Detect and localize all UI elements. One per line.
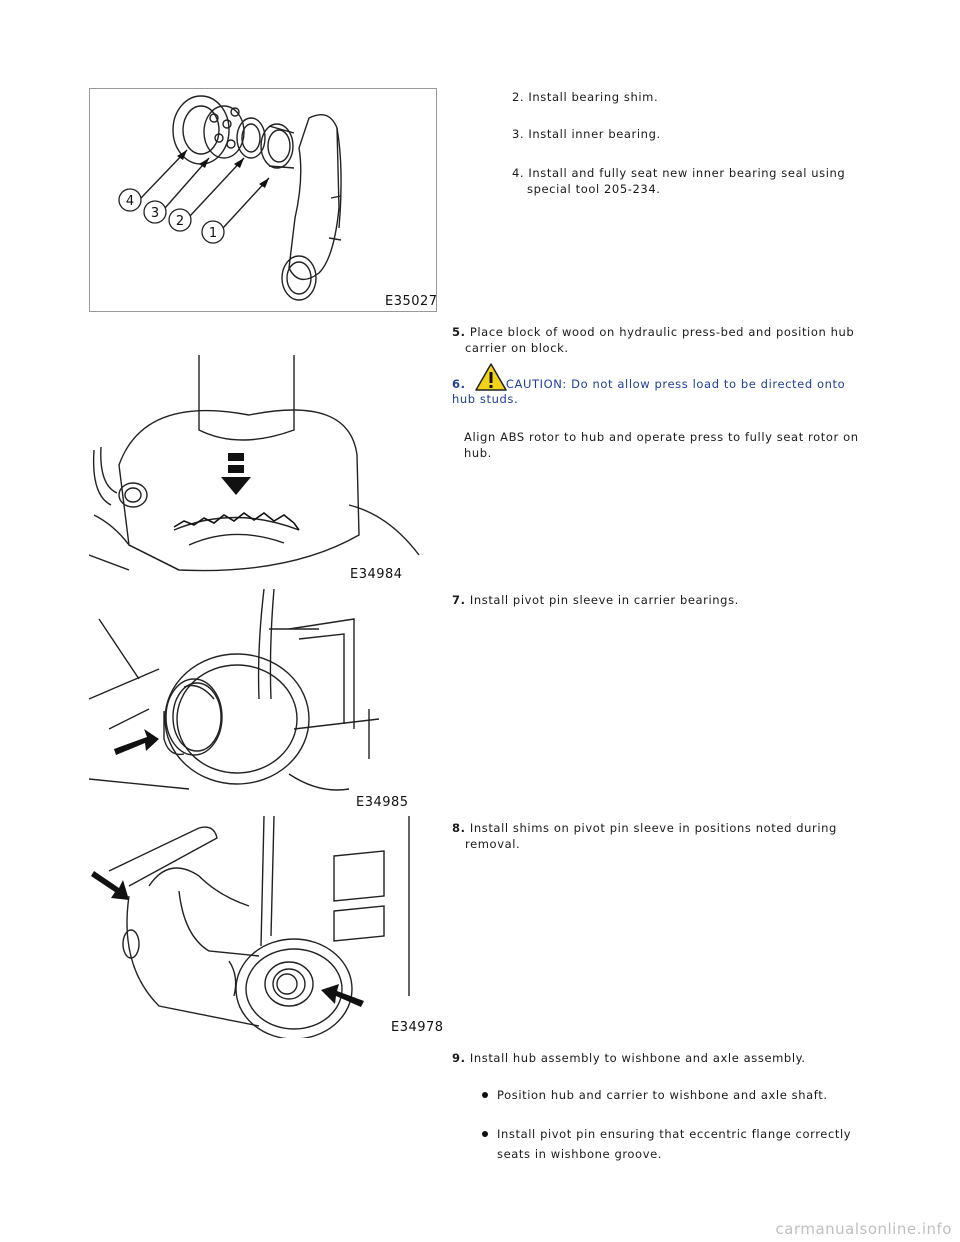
figure-code: E34984 (350, 567, 403, 582)
step-text: Install pivot pin sleeve in carrier bearings. (469, 593, 739, 607)
press-illustration (89, 355, 439, 585)
step-number: 8. (452, 821, 466, 835)
step-number: 7. (452, 593, 466, 607)
figure-e34984 (89, 355, 439, 585)
step-text: Install hub assembly to wishbone and axle assembly. (469, 1051, 806, 1065)
step-5-line2: carrier on block. (465, 341, 569, 355)
step-number: 5. (452, 325, 466, 339)
step-8-line1 (452, 820, 837, 836)
watermark[interactable]: carmanualsonline.info (775, 1220, 952, 1238)
bullet-item-2-line2: seats in wishbone groove. (497, 1147, 663, 1161)
pivot-sleeve-illustration (89, 589, 439, 811)
callout-2: 2 (175, 214, 185, 229)
step-7 (452, 592, 739, 608)
step-9 (452, 1050, 806, 1066)
step-text: Install shims on pivot pin sleeve in positions noted during (469, 821, 837, 835)
step-6-caution (452, 376, 845, 392)
step-2: 2. Install bearing shim. (512, 90, 659, 104)
shims-illustration (89, 816, 439, 1038)
step-4-line2: special tool 205-234. (527, 182, 661, 196)
caution-text-line2: hub studs. (452, 392, 519, 406)
step-8-line2: removal. (465, 837, 521, 851)
caution-text: CAUTION: Do not allow press load to be directed onto (505, 377, 846, 391)
figure-e34985 (89, 589, 439, 811)
figure-code: E35027 (385, 294, 438, 309)
step-5-line1 (452, 324, 854, 340)
bullet-icon (482, 1092, 488, 1098)
figure-e34978 (89, 816, 444, 1038)
figure-e35027 (89, 88, 437, 312)
bullet-item-2-line1: Install pivot pin ensuring that eccentric flange correctly (497, 1127, 852, 1141)
step-3: 3. Install inner bearing. (512, 127, 661, 141)
callout-3: 3 (150, 206, 160, 221)
figure-code: E34978 (391, 1020, 444, 1035)
bearing-exploded-illustration (89, 88, 437, 312)
step-number: 9. (452, 1051, 466, 1065)
bullet-item-1: Position hub and carrier to wishbone and axle shaft. (497, 1088, 828, 1102)
step-number: 6. (452, 377, 466, 391)
figure-code: E34985 (356, 795, 409, 810)
step-4-line1: 4. Install and fully seat new inner bearing seal using (512, 166, 846, 180)
bullet-icon (482, 1131, 488, 1137)
warning-triangle-icon (474, 362, 508, 392)
step-text: Place block of wood on hydraulic press-bed and position hub (469, 325, 855, 339)
step-6-line1: Align ABS rotor to hub and operate press to fully seat rotor on (464, 430, 859, 444)
callout-1: 1 (208, 226, 218, 241)
step-6-line2: hub. (464, 446, 492, 460)
callout-4: 4 (125, 194, 135, 209)
